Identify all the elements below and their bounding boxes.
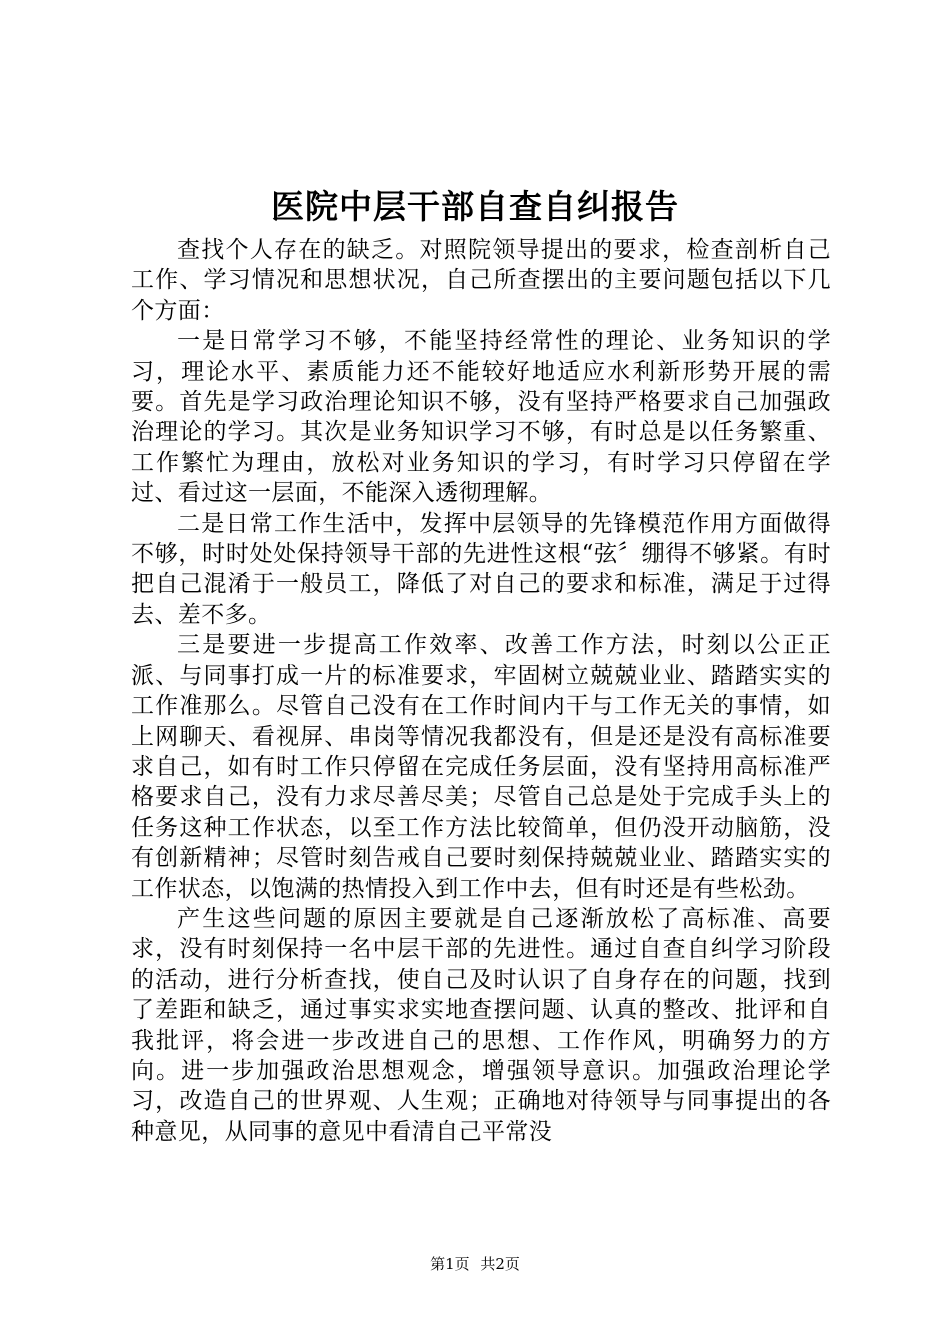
- document-title: 医院中层干部自查自纠报告: [271, 187, 679, 226]
- page-number: 第1页: [430, 1255, 470, 1273]
- paragraph: 三是要进一步提高工作效率、改善工作方法，时刻以公正正派、与同事打成一片的标准要求，牢固树立兢兢业业、踏踏实实的工作准那么。尽管自己没有在工作时间内干与工作无关的事情，如上网聊天、看视屏、串岗等情况我都没有，但是还是没有高标准要求自己，如有时工作只停留在完成任务层面，没有坚持用高标准严格要求自己，没有力求尽善尽美；尽管自己总是处于完成手头上的任务这种工作状态，以至工作方法比较简单，但仍没开动脑筋，没有创新精神；尽管时刻告戒自己要时刻保持兢兢业业、踏踏实实的工作状态，以饱满的热情投入到工作中去，但有时还是有些松劲。: [131, 632, 831, 902]
- page-total: 共2页: [480, 1255, 520, 1273]
- document-body: [131, 235, 831, 1147]
- paragraph: 产生这些问题的原因主要就是自己逐渐放松了高标准、高要求，没有时刻保持一名中层干部的先进性。通过自查自纠学习阶段的活动，进行分析查找，使自己及时认识了自身存在的问题，找到了差距和缺乏，通过事实求实地查摆问题、认真的整改、批评和自我批评，将会进一步改进自己的思想、工作作风，明确努力的方向。进一步加强政治思想观念，增强领导意识。加强政治理论学习，改造自己的世界观、人生观；正确地对待领导与同事提出的各种意见，从同事的意见中看清自己平常没: [131, 905, 831, 1145]
- paragraph: 查找个人存在的缺乏。对照院领导提出的要求，检查剖析自己工作、学习情况和思想状况，自己所查摆出的主要问题包括以下几个方面：: [131, 237, 831, 324]
- page-footer: [0, 1254, 950, 1274]
- paragraph: 二是日常工作生活中，发挥中层领导的先锋模范作用方面做得不够，时时处处保持领导干部的先进性这根“弦〞绷得不够紧。有时把自己混淆于一般员工，降低了对自己的要求和标准，满足于过得去、差不多。: [131, 510, 831, 628]
- paragraph: 一是日常学习不够，不能坚持经常性的理论、业务知识的学习，理论水平、素质能力还不能较好地适应水利新形势开展的需要。首先是学习政治理论知识不够，没有坚持严格要求自己加强政治理论的学习。其次是业务知识学习不够，有时总是以任务繁重、工作繁忙为理由，放松对业务知识的学习，有时学习只停留在学过、看过这一层面，不能深入透彻理解。: [131, 328, 831, 507]
